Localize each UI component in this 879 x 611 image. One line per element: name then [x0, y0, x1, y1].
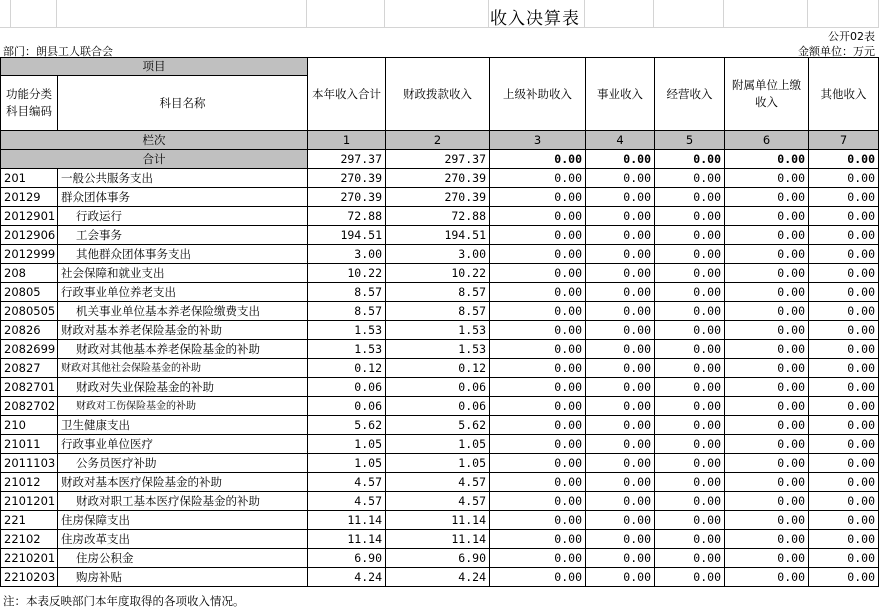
row-func-code: 210 — [1, 416, 58, 435]
row-value: 0.00 — [655, 359, 725, 378]
row-value: 0.00 — [490, 378, 586, 397]
col-index-7: 7 — [809, 131, 879, 150]
row-value: 194.51 — [386, 226, 490, 245]
row-value: 0.00 — [655, 416, 725, 435]
col-index-5: 5 — [655, 131, 725, 150]
row-value: 0.00 — [586, 492, 655, 511]
row-value: 0.00 — [725, 454, 809, 473]
row-value: 8.57 — [308, 302, 386, 321]
row-value: 270.39 — [308, 169, 386, 188]
row-value: 0.00 — [725, 492, 809, 511]
row-subject-name: 行政事业单位养老支出 — [58, 283, 308, 302]
table-row — [1, 416, 879, 435]
row-value: 0.00 — [490, 283, 586, 302]
row-value: 0.00 — [655, 397, 725, 416]
row-value: 0.00 — [809, 321, 879, 340]
row-value: 4.57 — [308, 492, 386, 511]
row-value: 0.00 — [655, 321, 725, 340]
row-value: 4.57 — [308, 473, 386, 492]
row-value: 0.00 — [655, 378, 725, 397]
department-label: 部门：朗县工人联合会 — [3, 45, 113, 58]
page-title: 收入决算表 — [490, 9, 580, 29]
row-value: 0.00 — [809, 568, 879, 587]
row-subject-name: 工会事务 — [58, 226, 308, 245]
row-value: 0.00 — [725, 321, 809, 340]
row-value: 0.00 — [490, 492, 586, 511]
row-value: 1.53 — [308, 321, 386, 340]
row-value: 6.90 — [308, 549, 386, 568]
row-value: 4.24 — [386, 568, 490, 587]
row-func-code: 20805 — [1, 283, 58, 302]
row-value: 0.12 — [386, 359, 490, 378]
row-value: 0.00 — [655, 245, 725, 264]
row-value: 0.00 — [490, 568, 586, 587]
row-value: 0.00 — [655, 207, 725, 226]
row-value: 0.00 — [586, 473, 655, 492]
row-subject-name: 财政对其他社会保险基金的补助 — [58, 359, 308, 378]
row-value: 72.88 — [386, 207, 490, 226]
row-value: 0.00 — [586, 226, 655, 245]
row-subject-name: 社会保障和就业支出 — [58, 264, 308, 283]
total-value: 0.00 — [655, 150, 725, 169]
table-row — [1, 245, 879, 264]
row-value: 0.00 — [725, 264, 809, 283]
row-subject-name: 住房公积金 — [58, 549, 308, 568]
row-value: 0.00 — [809, 435, 879, 454]
row-value: 8.57 — [308, 283, 386, 302]
row-value: 0.00 — [586, 511, 655, 530]
header-project: 项目 — [1, 58, 308, 76]
row-value: 0.00 — [809, 188, 879, 207]
table-row — [1, 302, 879, 321]
table-row — [1, 188, 879, 207]
row-value: 0.00 — [725, 245, 809, 264]
row-value: 0.00 — [490, 397, 586, 416]
row-value: 4.57 — [386, 492, 490, 511]
total-value: 297.37 — [386, 150, 490, 169]
row-func-code: 2012901 — [1, 207, 58, 226]
table-row — [1, 530, 879, 549]
row-func-code: 2012906 — [1, 226, 58, 245]
row-value: 0.00 — [809, 530, 879, 549]
row-value: 0.12 — [308, 359, 386, 378]
row-subject-name: 一般公共服务支出 — [58, 169, 308, 188]
row-value: 0.00 — [809, 416, 879, 435]
row-func-code: 221 — [1, 511, 58, 530]
row-value: 0.00 — [586, 188, 655, 207]
total-label: 合计 — [1, 150, 308, 169]
row-value: 8.57 — [386, 283, 490, 302]
row-value: 0.00 — [490, 245, 586, 264]
row-value: 0.00 — [809, 264, 879, 283]
row-value: 0.00 — [725, 530, 809, 549]
row-value: 0.00 — [655, 302, 725, 321]
row-func-code: 22102 — [1, 530, 58, 549]
row-value: 0.00 — [490, 188, 586, 207]
total-value: 0.00 — [809, 150, 879, 169]
row-value: 5.62 — [308, 416, 386, 435]
row-value: 0.00 — [655, 568, 725, 587]
row-subject-name: 财政对基本养老保险基金的补助 — [58, 321, 308, 340]
row-value: 0.00 — [725, 188, 809, 207]
row-subject-name: 财政对其他基本养老保险基金的补助 — [58, 340, 308, 359]
total-value: 0.00 — [586, 150, 655, 169]
table-row — [1, 397, 879, 416]
row-value: 0.00 — [809, 473, 879, 492]
row-value: 270.39 — [308, 188, 386, 207]
row-value: 0.00 — [490, 302, 586, 321]
row-value: 0.00 — [490, 454, 586, 473]
total-value: 0.00 — [725, 150, 809, 169]
row-subject-name: 群众团体事务 — [58, 188, 308, 207]
row-subject-name: 公务员医疗补助 — [58, 454, 308, 473]
table-id-label: 公开02表 — [828, 30, 875, 43]
table-row — [1, 207, 879, 226]
row-func-code: 20827 — [1, 359, 58, 378]
row-value: 0.00 — [490, 340, 586, 359]
row-value: 0.00 — [586, 340, 655, 359]
col-index-4: 4 — [586, 131, 655, 150]
row-value: 0.00 — [490, 207, 586, 226]
table-row — [1, 568, 879, 587]
col-index-3: 3 — [490, 131, 586, 150]
row-value: 0.00 — [655, 549, 725, 568]
table-row — [1, 454, 879, 473]
row-value: 0.00 — [586, 568, 655, 587]
row-value: 0.00 — [655, 226, 725, 245]
row-value: 0.00 — [725, 302, 809, 321]
row-value: 0.00 — [655, 492, 725, 511]
header-subject-name: 科目名称 — [58, 76, 308, 131]
row-value: 0.00 — [655, 473, 725, 492]
row-func-code: 2210203 — [1, 568, 58, 587]
row-value: 0.00 — [655, 264, 725, 283]
row-subject-name: 购房补贴 — [58, 568, 308, 587]
table-row — [1, 378, 879, 397]
row-value: 0.00 — [655, 283, 725, 302]
row-value: 0.00 — [490, 473, 586, 492]
row-value: 0.00 — [809, 207, 879, 226]
row-value: 0.06 — [308, 397, 386, 416]
income-table — [0, 57, 879, 587]
row-value: 0.00 — [655, 340, 725, 359]
row-func-code: 2080505 — [1, 302, 58, 321]
row-value: 0.00 — [490, 511, 586, 530]
row-value: 1.53 — [386, 340, 490, 359]
table-row — [1, 169, 879, 188]
row-value: 0.00 — [725, 378, 809, 397]
row-value: 0.00 — [655, 454, 725, 473]
header-operating-income: 经营收入 — [655, 58, 725, 131]
row-value: 0.00 — [725, 397, 809, 416]
row-value: 1.05 — [386, 435, 490, 454]
row-value: 0.00 — [586, 530, 655, 549]
col-index-6: 6 — [725, 131, 809, 150]
row-subject-name: 财政对工伤保险基金的补助 — [58, 397, 308, 416]
row-value: 0.00 — [725, 283, 809, 302]
table-row — [1, 226, 879, 245]
row-value: 11.14 — [308, 530, 386, 549]
row-value: 0.00 — [655, 188, 725, 207]
row-value: 0.00 — [655, 511, 725, 530]
row-value: 3.00 — [308, 245, 386, 264]
row-value: 0.00 — [490, 549, 586, 568]
total-row — [1, 150, 879, 169]
row-value: 0.00 — [586, 321, 655, 340]
table-row — [1, 340, 879, 359]
row-subject-name: 行政事业单位医疗 — [58, 435, 308, 454]
row-func-code: 2082701 — [1, 378, 58, 397]
row-value: 0.00 — [725, 207, 809, 226]
row-value: 0.00 — [725, 340, 809, 359]
table-row — [1, 473, 879, 492]
row-value: 0.06 — [308, 378, 386, 397]
table-row — [1, 435, 879, 454]
row-value: 11.14 — [386, 511, 490, 530]
total-value: 0.00 — [490, 150, 586, 169]
row-value: 0.00 — [586, 245, 655, 264]
row-value: 1.05 — [308, 435, 386, 454]
header-total-income: 本年收入合计 — [308, 58, 386, 131]
row-value: 8.57 — [386, 302, 490, 321]
row-func-code: 201 — [1, 169, 58, 188]
row-value: 0.00 — [725, 568, 809, 587]
row-value: 0.00 — [490, 226, 586, 245]
footnote: 注：本表反映部门本年度取得的各项收入情况。 — [3, 594, 245, 608]
row-value: 0.00 — [586, 283, 655, 302]
row-value: 270.39 — [386, 169, 490, 188]
row-value: 0.00 — [725, 226, 809, 245]
row-value: 0.00 — [586, 378, 655, 397]
row-func-code: 208 — [1, 264, 58, 283]
row-value: 0.00 — [809, 511, 879, 530]
row-value: 0.00 — [809, 340, 879, 359]
row-value: 5.62 — [386, 416, 490, 435]
row-value: 0.00 — [586, 169, 655, 188]
row-func-code: 2082702 — [1, 397, 58, 416]
row-value: 0.00 — [586, 435, 655, 454]
row-value: 0.00 — [725, 549, 809, 568]
row-value: 0.00 — [809, 359, 879, 378]
table-row — [1, 549, 879, 568]
col-index-label: 栏次 — [1, 131, 308, 150]
col-index-1: 1 — [308, 131, 386, 150]
header-affiliated-income: 附属单位上缴收入 — [725, 58, 809, 131]
row-value: 0.00 — [655, 169, 725, 188]
row-value: 0.00 — [490, 169, 586, 188]
table-row — [1, 492, 879, 511]
row-func-code: 20826 — [1, 321, 58, 340]
header-superior-subsidy: 上级补助收入 — [490, 58, 586, 131]
row-value: 0.00 — [809, 549, 879, 568]
row-func-code: 21012 — [1, 473, 58, 492]
row-value: 0.00 — [490, 359, 586, 378]
row-value: 1.53 — [308, 340, 386, 359]
header-func-code: 功能分类科目编码 — [1, 76, 58, 131]
row-value: 0.00 — [725, 435, 809, 454]
row-subject-name: 财政对职工基本医疗保险基金的补助 — [58, 492, 308, 511]
row-value: 0.00 — [586, 302, 655, 321]
row-value: 11.14 — [386, 530, 490, 549]
col-index-2: 2 — [386, 131, 490, 150]
header-career-income: 事业收入 — [586, 58, 655, 131]
row-value: 0.00 — [725, 473, 809, 492]
row-subject-name: 其他群众团体事务支出 — [58, 245, 308, 264]
row-value: 0.00 — [809, 169, 879, 188]
row-value: 1.05 — [308, 454, 386, 473]
table-row — [1, 283, 879, 302]
row-value: 4.57 — [386, 473, 490, 492]
row-value: 0.00 — [725, 511, 809, 530]
row-value: 10.22 — [386, 264, 490, 283]
row-subject-name: 财政对失业保险基金的补助 — [58, 378, 308, 397]
row-value: 0.00 — [490, 435, 586, 454]
table-row — [1, 264, 879, 283]
row-func-code: 2101201 — [1, 492, 58, 511]
row-value: 0.00 — [586, 359, 655, 378]
row-value: 0.00 — [586, 264, 655, 283]
row-value: 3.00 — [386, 245, 490, 264]
row-value: 0.06 — [386, 378, 490, 397]
row-value: 0.00 — [809, 492, 879, 511]
header-fiscal-allocation: 财政拨款收入 — [386, 58, 490, 131]
row-value: 0.00 — [586, 549, 655, 568]
row-func-code: 20129 — [1, 188, 58, 207]
row-value: 11.14 — [308, 511, 386, 530]
row-value: 0.06 — [386, 397, 490, 416]
row-value: 1.05 — [386, 454, 490, 473]
amount-unit-label: 金额单位：万元 — [798, 45, 875, 58]
row-subject-name: 住房改革支出 — [58, 530, 308, 549]
row-value: 194.51 — [308, 226, 386, 245]
row-value: 0.00 — [725, 169, 809, 188]
row-subject-name: 行政运行 — [58, 207, 308, 226]
row-subject-name: 机关事业单位基本养老保险缴费支出 — [58, 302, 308, 321]
total-value: 297.37 — [308, 150, 386, 169]
row-value: 0.00 — [586, 454, 655, 473]
row-value: 0.00 — [809, 226, 879, 245]
row-value: 0.00 — [586, 207, 655, 226]
row-value: 0.00 — [586, 416, 655, 435]
table-row — [1, 321, 879, 340]
row-value: 0.00 — [809, 397, 879, 416]
row-value: 0.00 — [490, 321, 586, 340]
row-value: 0.00 — [490, 264, 586, 283]
row-value: 4.24 — [308, 568, 386, 587]
row-value: 270.39 — [386, 188, 490, 207]
row-func-code: 2210201 — [1, 549, 58, 568]
row-func-code: 21011 — [1, 435, 58, 454]
row-value: 10.22 — [308, 264, 386, 283]
row-value: 0.00 — [490, 416, 586, 435]
row-value: 0.00 — [655, 530, 725, 549]
row-func-code: 2012999 — [1, 245, 58, 264]
row-value: 0.00 — [586, 397, 655, 416]
row-value: 0.00 — [809, 302, 879, 321]
row-func-code: 2011103 — [1, 454, 58, 473]
table-row — [1, 511, 879, 530]
row-value: 0.00 — [809, 283, 879, 302]
row-value: 0.00 — [809, 378, 879, 397]
row-value: 0.00 — [655, 435, 725, 454]
row-subject-name: 财政对基本医疗保险基金的补助 — [58, 473, 308, 492]
row-value: 0.00 — [809, 245, 879, 264]
row-value: 0.00 — [725, 359, 809, 378]
row-value: 72.88 — [308, 207, 386, 226]
row-subject-name: 卫生健康支出 — [58, 416, 308, 435]
row-func-code: 2082699 — [1, 340, 58, 359]
row-value: 0.00 — [809, 454, 879, 473]
table-row — [1, 359, 879, 378]
row-value: 0.00 — [725, 416, 809, 435]
header-other-income: 其他收入 — [809, 58, 879, 131]
row-subject-name: 住房保障支出 — [58, 511, 308, 530]
row-value: 0.00 — [490, 530, 586, 549]
row-value: 6.90 — [386, 549, 490, 568]
row-value: 1.53 — [386, 321, 490, 340]
